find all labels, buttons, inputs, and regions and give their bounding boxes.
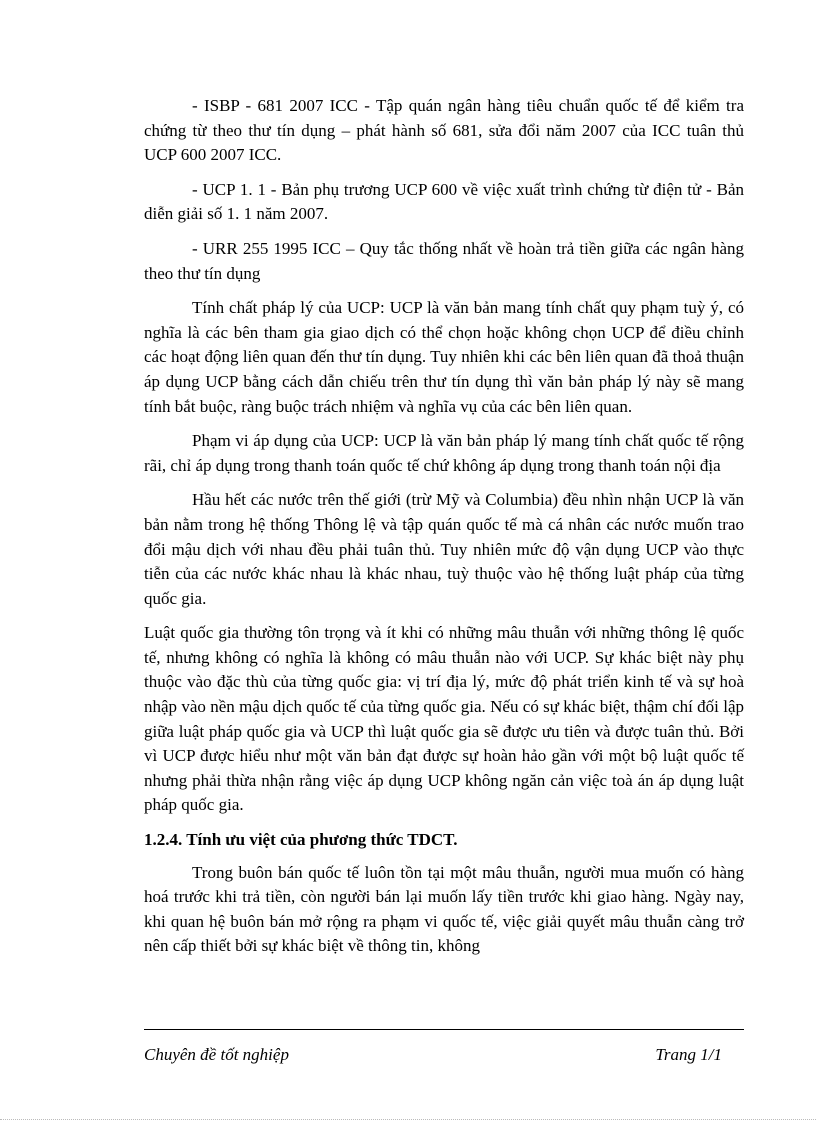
section-heading: 1.2.4. Tính ưu việt của phương thức TDCT. bbox=[144, 830, 458, 850]
paragraph-isbp: - ISBP - 681 2007 ICC - Tập quán ngân hàng tiêu chuẩn quốc tế để kiểm tra chứng từ theo thư tín dụng – phát hành số 681, sửa đổi năm 2007 của ICC tuân thủ UCP 600 2007 ICC. bbox=[144, 96, 744, 165]
paragraph-scope: Phạm vi áp dụng của UCP: UCP là văn bản pháp lý mang tính chất quốc tế rộng rãi, chỉ áp dụng trong thanh toán quốc tế chứ không áp dụng trong thanh toán nội địa bbox=[144, 431, 744, 475]
paragraph-advantages: Trong buôn bán quốc tế luôn tồn tại một mâu thuẫn, người mua muốn có hàng hoá trước khi trả tiền, còn người bán lại muốn lấy tiền trước khi giao hàng. Ngày nay, khi quan hệ buôn bán mở rộng ra phạm vi quốc tế, việc giải quyết mâu thuẫn càng trở nên cấp thiết bởi sự khác biệt về thông tin, không bbox=[144, 862, 744, 956]
paragraph-urr: - URR 255 1995 ICC – Quy tắc thống nhất về hoàn trả tiền giữa các ngân hàng theo thư tín dụng bbox=[144, 238, 744, 283]
page-footer bbox=[144, 1045, 722, 1065]
paragraph-national-law: Luật quốc gia thường tôn trọng và ít khi có những mâu thuẫn với những thông lệ quốc tế, nhưng không có nghĩa là không có mâu thuẫn nào với UCP. Sự khác biệt này phụ thuộc vào đặc thù của từng quốc gia: vị trí địa lý, mức độ phát triển kinh tế và sự hoà nhập vào nền mậu dịch quốc tế của từng quốc gia. Nếu có sự khác biệt, thậm chí đối lập giữa luật pháp quốc gia và UCP thì luật quốc gia sẽ được ưu tiên và được tuân thủ. Bởi vì UCP được hiểu như một văn bản đạt được sự hoàn hảo gần với một bộ luật quốc tế nhưng phải thừa nhận rằng việc áp dụng UCP không ngăn cản việc toà án áp dụng luật pháp quốc gia. bbox=[144, 623, 744, 815]
page-bottom-border bbox=[0, 1119, 816, 1120]
paragraph-ucp-supplement: - UCP 1. 1 - Bản phụ trương UCP 600 về việc xuất trình chứng từ điện tử - Bản diễn giải số 1. 1 năm 2007. bbox=[144, 179, 744, 224]
document-body bbox=[144, 94, 744, 969]
footer-divider bbox=[144, 1029, 744, 1030]
page-number: Trang 1/1 bbox=[655, 1045, 722, 1064]
paragraph-recognition: Hầu hết các nước trên thế giới (trừ Mỹ và Columbia) đều nhìn nhận UCP là văn bản nằm trong hệ thống Thông lệ và tập quán quốc tế mà cá nhân các nước muốn trao đổi mậu dịch với nhau đều phải tuân thủ. Tuy nhiên mức độ vận dụng UCP vào thực tiễn của các nước khác nhau là khác nhau, tuỳ thuộc vào hệ thống luật pháp của từng quốc gia. bbox=[144, 490, 744, 608]
paragraph-legal-nature: Tính chất pháp lý của UCP: UCP là văn bản mang tính chất quy phạm tuỳ ý, có nghĩa là các bên tham gia giao dịch có thể chọn hoặc không chọn UCP để điều chỉnh các hoạt động liên quan đến thư tín dụng. Tuy nhiên khi các bên liên quan đã thoả thuận áp dụng UCP bằng cách dẫn chiếu trên thư tín dụng thì văn bản pháp lý này sẽ mang tính bắt buộc, ràng buộc trách nhiệm và nghĩa vụ của các bên liên quan. bbox=[144, 298, 744, 416]
footer-title: Chuyên đề tốt nghiệp bbox=[144, 1045, 289, 1064]
